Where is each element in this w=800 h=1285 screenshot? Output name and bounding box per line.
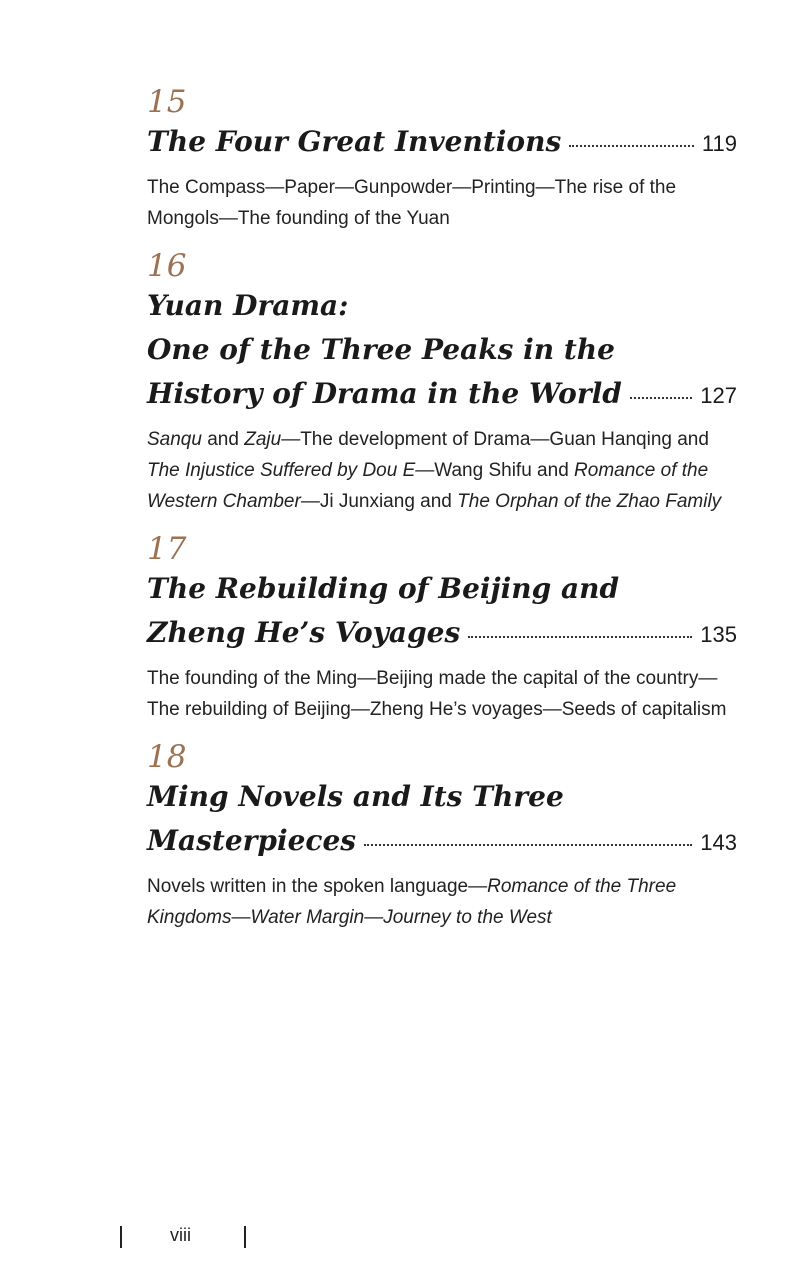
summary-text: Novels written in the spoken language— [147, 876, 488, 897]
summary-text: —The development of Drama—Guan Hanqing and [281, 429, 709, 450]
summary-text: —Wang Shifu and [415, 460, 575, 481]
page-number: 119 [701, 131, 737, 156]
page-number: 135 [700, 622, 737, 647]
work-title: Water Margin [250, 907, 365, 928]
footer-rule-right [244, 1226, 246, 1248]
chapter-title-row [147, 120, 737, 166]
chapter-summary [147, 424, 737, 517]
work-title: The Injustice Suffered by Dou E [147, 460, 416, 481]
chapter-number: 17 [147, 531, 187, 567]
toc-entry [147, 531, 737, 725]
work-title: Romance of the Western Chamber [147, 460, 709, 512]
chapter-title-line: Yuan Drama: [147, 289, 349, 322]
chapter-title-line: History of Drama in the World [147, 377, 622, 410]
work-title: Romance of the Three Kingdoms [147, 876, 677, 928]
dot-leader [569, 144, 694, 147]
work-title: Journey to the West [383, 907, 552, 928]
dot-leader [630, 396, 692, 399]
page-number: 143 [700, 830, 737, 855]
work-title: Zaju [244, 429, 282, 450]
chapter-title-row [147, 611, 737, 657]
work-title: Sanqu [147, 429, 202, 450]
chapter-number: 16 [147, 248, 187, 284]
chapter-title-row [147, 819, 737, 865]
chapter-number: 18 [147, 739, 187, 775]
footer-rule-left [120, 1226, 122, 1248]
page-number: 127 [700, 383, 737, 408]
summary-text: —Ji Junxiang and [300, 491, 458, 512]
dot-leader [468, 635, 692, 638]
chapter-summary [147, 871, 737, 933]
summary-text: and [201, 429, 245, 450]
chapter-title-line: Ming Novels and Its Three [147, 780, 564, 813]
toc-entry [147, 739, 737, 933]
chapter-title-line: One of the Three Peaks in the [147, 333, 615, 366]
summary-text: The founding of the Ming—Beijing made the capital of the country—The rebuilding of Beijing—Zheng He’s voyages—Seeds of capitalism [147, 668, 727, 720]
chapter-title-line: The Rebuilding of Beijing and [147, 572, 620, 605]
chapter-title-row [147, 372, 737, 418]
dot-leader [364, 843, 692, 846]
summary-text: — [364, 907, 384, 928]
toc-entry [147, 84, 737, 234]
summary-text: The Compass—Paper—Gunpowder—Printing—The rise of the Mongols—The founding of the Yuan [147, 177, 677, 229]
page-footer [120, 1222, 260, 1252]
chapter-summary [147, 663, 737, 725]
chapter-title-line: Masterpieces [147, 824, 357, 857]
summary-text: — [231, 907, 251, 928]
table-of-contents [147, 84, 737, 947]
page-folio: viii [170, 1225, 191, 1245]
chapter-number: 15 [147, 84, 187, 120]
chapter-title-line: Zheng He’s Voyages [147, 616, 461, 649]
toc-entry [147, 248, 737, 517]
work-title: The Orphan of the Zhao Family [457, 491, 722, 512]
chapter-title-line: The Four Great Inventions [147, 125, 562, 158]
chapter-summary [147, 172, 737, 234]
